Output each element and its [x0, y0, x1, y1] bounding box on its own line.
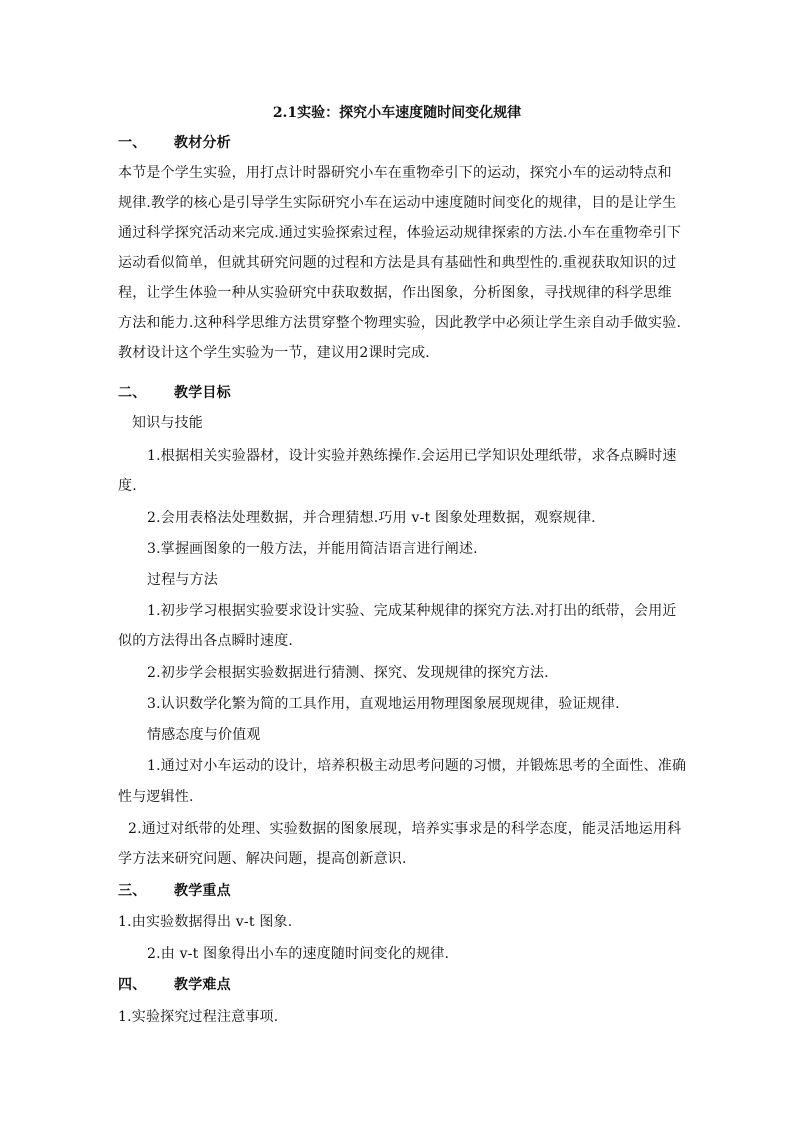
paragraph-line: 性与逻辑性.	[118, 789, 194, 805]
paragraph-line: 程，让学生体验一种从实验研究中获取数据，作出图象，分析图象，寻找规律的科学思维	[118, 285, 672, 301]
subheading: 情感态度与价值观	[147, 727, 261, 743]
paragraph-line: 1.由实验数据得出 v-t 图象.	[118, 914, 293, 930]
section-heading-1	[118, 132, 678, 154]
paragraph-line: 1.实验探究过程注意事项.	[118, 1009, 279, 1025]
section-heading-4	[118, 974, 678, 996]
section-number: 一、	[118, 135, 147, 151]
paragraph-line: 学方法来研究问题、解决问题，提高创新意识.	[118, 851, 407, 867]
section-number: 三、	[118, 883, 147, 899]
paragraph-line: 度.	[118, 478, 137, 494]
paragraph-line: 1.通过对小车运动的设计，培养积极主动思考问题的习惯，并锻炼思考的全面性、准确	[147, 758, 687, 774]
section-title: 教学目标	[174, 385, 231, 401]
paragraph-line: 3.掌握画图象的一般方法，并能用简洁语言进行阐述.	[147, 541, 478, 557]
paragraph-line: 1.根据相关实验器材，设计实验并熟练操作.会运用已学知识处理纸带，求各点瞬时速	[147, 448, 677, 464]
paragraph-line: 教材设计这个学生实验为一节，建议用2课时完成.	[118, 345, 430, 361]
paragraph-line: 2.通过对纸带的处理、实验数据的图象展现，培养实事求是的科学态度，能灵活地运用科	[128, 821, 682, 837]
paragraph-line: 2.会用表格法处理数据，并合理猜想.巧用 v-t 图象处理数据，观察规律.	[147, 510, 596, 526]
section-title: 教学重点	[174, 883, 231, 899]
section-number: 二、	[118, 385, 147, 401]
paragraph-line: 3.认识数学化繁为简的工具作用，直观地运用物理图象展现规律，验证规律.	[147, 696, 620, 712]
paragraph-line: 1.初步学习根据实验要求设计实验、完成某种规律的探究方法.对打出的纸带，会用近	[147, 603, 677, 619]
section-title: 教学难点	[174, 977, 231, 993]
paragraph-line: 方法和能力.这种科学思维方法贯穿整个物理实验，因此教学中必须让学生亲自动手做实验.	[118, 315, 682, 331]
paragraph-line: 似的方法得出各点瞬时速度.	[118, 633, 294, 649]
subheading: 过程与方法	[147, 572, 218, 588]
section-heading-2	[118, 382, 678, 404]
paragraph-line: 运动看似简单，但就其研究问题的过程和方法是具有基础性和典型性的.重视获取知识的过	[118, 255, 677, 271]
subheading: 知识与技能	[132, 415, 203, 431]
document-title: 2.1实验：探究小车速度随时间变化规律	[272, 105, 522, 121]
paragraph-line: 本节是个学生实验，用打点计时器研究小车在重物牵引下的运动，探究小车的运动特点和	[118, 165, 672, 181]
paragraph-line: 2.由 v-t 图象得出小车的速度随时间变化的规律.	[147, 946, 450, 962]
paragraph-line: 2.初步学会根据实验数据进行猜测、探究、发现规律的探究方法.	[147, 665, 549, 681]
section-title: 教材分析	[174, 135, 231, 151]
paragraph-line: 通过科学探究活动来完成.通过实验探索过程，体验运动规律探索的方法.小车在重物牵引下	[118, 225, 682, 241]
paragraph-line: 规律.教学的核心是引导学生实际研究小车在运动中速度随时间变化的规律，目的是让学生	[118, 195, 677, 211]
section-number: 四、	[118, 977, 147, 993]
section-heading-3	[118, 880, 678, 902]
